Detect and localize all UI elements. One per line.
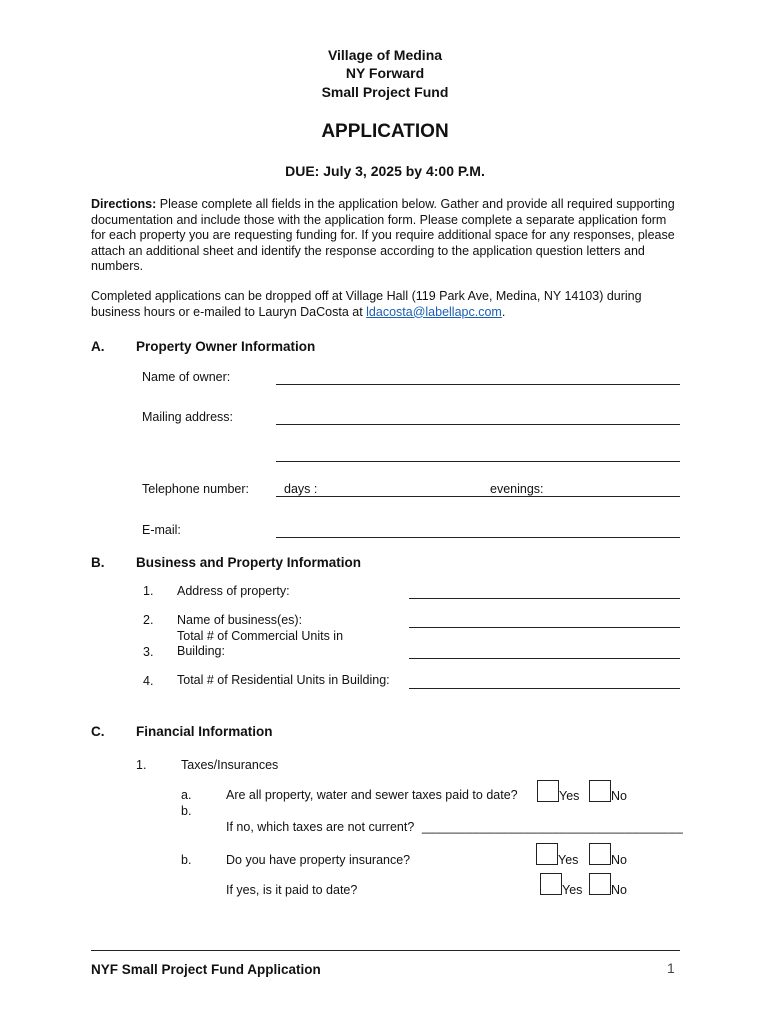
b-item-4-number: 4. [143, 674, 154, 688]
contact-email-link[interactable]: ldacosta@labellapc.com [366, 304, 502, 319]
insurance-paid-question: If yes, is it paid to date? [226, 883, 358, 897]
taxes-paid-no-checkbox[interactable] [589, 780, 611, 802]
insurance-paid-no-checkbox[interactable] [589, 873, 611, 895]
commercial-units-label-1: Total # of Commercial Units in [177, 629, 344, 643]
taxes-paid-yes-checkbox[interactable] [537, 780, 559, 802]
owner-name-label: Name of owner: [142, 370, 231, 384]
business-name-label: Name of business(es): [177, 613, 303, 627]
taxes-not-current-label: If no, which taxes are not current? [226, 820, 415, 834]
submission-end: . [501, 304, 506, 319]
insurance-paid-yes-label: Yes [562, 883, 583, 897]
c-item-1-number: 1. [136, 758, 147, 772]
insurance-paid-no-label: No [611, 883, 627, 897]
email-label: E-mail: [142, 523, 181, 537]
page-title: APPLICATION [321, 121, 449, 142]
submission-text: Completed applications can be dropped off at Village Hall (119 Park Ave, Medina, NY 14103) during business hours or e-mailed to Lauryn DaCosta at [91, 289, 642, 319]
b-item-2-number: 2. [143, 613, 154, 627]
submission-paragraph [91, 289, 681, 320]
footer-title: NYF Small Project Fund Application [91, 962, 321, 977]
taxes-insurances-label: Taxes/Insurances [181, 758, 279, 772]
header-line-fund: Small Project Fund [321, 84, 449, 100]
mailing-address-field-2[interactable] [276, 461, 680, 462]
residential-units-field[interactable] [409, 688, 680, 689]
property-address-label: Address of property: [177, 584, 290, 598]
taxes-paid-question: Are all property, water and sewer taxes paid to date? [226, 788, 518, 802]
directions-label: Directions: [91, 197, 157, 211]
mailing-address-field-1[interactable] [276, 424, 680, 425]
footer-divider [91, 950, 680, 951]
insurance-paid-yes-checkbox[interactable] [540, 873, 562, 895]
residential-units-label: Total # of Residential Units in Building: [177, 673, 390, 687]
header-line-village: Village of Medina [327, 47, 443, 63]
insurance-no-label: No [611, 853, 627, 867]
taxes-not-current-field[interactable]: ____________________________________ [422, 820, 684, 834]
taxes-paid-yes-label: Yes [559, 789, 580, 803]
insurance-no-checkbox[interactable] [589, 843, 611, 865]
business-name-field[interactable] [409, 627, 680, 628]
section-c-letter: C. [91, 724, 105, 739]
b-item-1-number: 1. [143, 584, 154, 598]
commercial-units-field[interactable] [409, 658, 680, 659]
qa-letter-b: b. [181, 804, 192, 818]
property-address-field[interactable] [409, 598, 680, 599]
owner-name-field[interactable] [276, 384, 680, 385]
directions-paragraph [91, 197, 681, 275]
section-a-letter: A. [91, 339, 105, 354]
qb-letter: b. [181, 853, 192, 867]
section-c-title: Financial Information [136, 724, 273, 739]
email-field[interactable] [276, 537, 680, 538]
insurance-yes-checkbox[interactable] [536, 843, 558, 865]
section-b-title: Business and Property Information [136, 555, 362, 570]
section-a-title: Property Owner Information [136, 339, 316, 354]
commercial-units-label-2: Building: [177, 644, 225, 658]
insurance-yes-label: Yes [558, 853, 579, 867]
mailing-address-label: Mailing address: [142, 410, 234, 424]
header-line-program: NY Forward [345, 65, 425, 81]
section-b-letter: B. [91, 555, 105, 570]
taxes-paid-no-label: No [611, 789, 627, 803]
insurance-question: Do you have property insurance? [226, 853, 411, 867]
telephone-days-label: days : [284, 482, 318, 496]
b-item-3-number: 3. [143, 645, 154, 659]
due-date: DUE: July 3, 2025 by 4:00 P.M. [285, 163, 485, 179]
qa-letter: a. [181, 788, 192, 802]
telephone-evenings-label: evenings: [490, 482, 544, 496]
page-number: 1 [667, 960, 675, 976]
directions-text: Please complete all fields in the application below. Gather and provide all required supporting documentation and include those with the application form. Please complete a separate application form for each property you are requesting funding for. If you require additional space for any responses, please attach an additional sheet and identify the response according to the application question letters and numbers. [91, 197, 675, 273]
telephone-field[interactable] [276, 496, 680, 497]
telephone-label: Telephone number: [142, 482, 250, 496]
